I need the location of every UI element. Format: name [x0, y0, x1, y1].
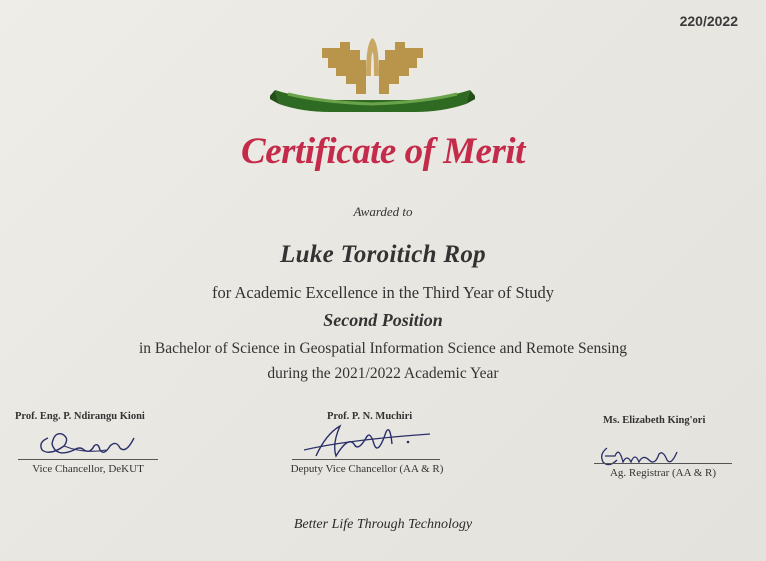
signature-dvc: [296, 414, 436, 464]
signatory-vc-name: Prof. Eng. P. Ndirangu Kioni: [15, 411, 145, 422]
signatory-registrar-title: Ag. Registrar (AA & R): [609, 467, 716, 479]
university-motto: Better Life Through Technology: [293, 517, 473, 532]
signatory-registrar-name: Ms. Elizabeth King'ori: [603, 415, 706, 426]
signature-line-registrar: [594, 463, 732, 464]
award-position: Second Position: [323, 310, 443, 330]
signature-vc: [34, 420, 144, 462]
recipient-name: Luke Toroitich Rop: [280, 241, 486, 268]
signature-line-vc: [18, 459, 158, 460]
award-reason: for Academic Excellence in the Third Year of Study: [212, 283, 554, 302]
signatory-vc-title: Vice Chancellor, DeKUT: [32, 463, 144, 475]
signatory-dvc-name: Prof. P. N. Muchiri: [327, 411, 413, 422]
certificate-title: Certificate of Merit: [241, 131, 525, 172]
signature-line-dvc: [292, 459, 440, 460]
academic-year-line: during the 2021/2022 Academic Year: [267, 365, 499, 382]
signatory-dvc-title: Deputy Vice Chancellor (AA & R): [290, 463, 444, 475]
certificate-number: 220/2022: [679, 13, 738, 29]
university-logo: [270, 28, 475, 123]
programme-line: in Bachelor of Science in Geospatial Information Science and Remote Sensing: [138, 340, 628, 357]
awarded-to-label: Awarded to: [353, 204, 413, 219]
